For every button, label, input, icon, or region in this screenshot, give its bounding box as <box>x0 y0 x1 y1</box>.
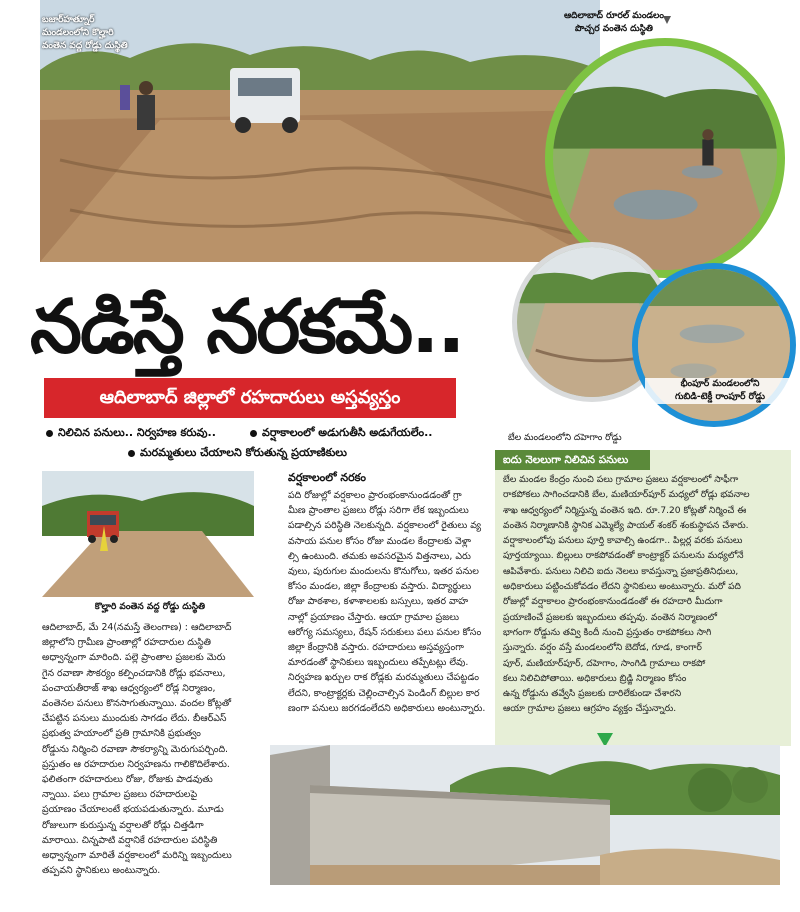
text-line: ఫలితంగా రహదారులు రోజు, రోజుకు పాడవుతు <box>42 774 213 786</box>
text-line: చేపట్టిన పనులు ముందుకు సాగడం లేదు. బీఆర్‌ఎస్ <box>42 713 227 725</box>
text-line: రోజులుగా కురుస్తున్న వర్షాలతో రోడ్లు చిత్తడిగా <box>42 819 204 831</box>
text-line: గైన రవాణా సౌకర్యం కల్పించడానికి రోడ్లు భవనాలు, <box>42 667 226 679</box>
text-line: ప్రయాణించే ప్రజలకు ఇబ్బందులు తప్పవు. వంతెన నిర్మాణంలో <box>503 612 718 623</box>
text-line: ప్రయాణం చేయాలంటే భయపడుతున్నారు. మూడు <box>42 804 224 816</box>
text-line: పది రోజుల్లో వర్షకాలం ప్రారంభంకానుండడంతో గ్రా <box>288 490 462 501</box>
text-line: వంతెనల పనులు కొనసాగుతున్నాయి. వందల కోట్లతో <box>42 698 231 710</box>
text-line: ఆరోగ్య సమస్యలు, రేషన్ సరుకులు పలు పనుల కోసం <box>288 626 482 638</box>
bullet-text: నిలిచిన పనులు.. నిర్వహణ కరువు.. <box>58 426 216 439</box>
location-arrow-icon <box>663 16 671 24</box>
text-line: మారాయి. చిన్నపాటి వర్షానికే రహదారుల పరిస్థితి <box>42 834 218 846</box>
small-bridge-photo <box>42 471 254 597</box>
text-line: వులు, పురుగుల మందులను కొనుగోలు, ఇతర పనుల <box>288 566 479 578</box>
text-line: రోడ్డును నిర్మించి రవాణా సౌకర్యాన్ని మెరుగుపర్చింది. <box>42 743 229 755</box>
text-line: ఉన్న రోడ్డును తవ్వేసి ప్రజలకు దారిలేకుండా చేశారని <box>503 689 682 700</box>
text-line: పడాల్సిన పరిస్థితి నెలకున్నది. వర్షకాలంలో రైతులు వ్య <box>288 520 482 532</box>
caption-small-left: కొల్హారి వంతెన వద్ద రోడ్డు దుస్థితి <box>94 602 206 612</box>
text-line: ప్రస్తుతం ఆ రహదారుల నిర్వహణను గాలికొదిలేశారు. <box>42 758 230 770</box>
text-line: నిర్వహణ ఖర్చుల రాక రోడ్లకు మరమ్మతులు చేపట్టడం <box>288 672 480 684</box>
text-line: శాఖ ఆధ్వర్యంలో నిర్మిస్తున్న వంతెన ఇది. రూ.7.20 కోట్లతో నిర్మించే ఈ <box>503 505 747 516</box>
bullet-item <box>46 426 216 442</box>
caption-line: వంతెన వద్ద రోడ్డు దుస్థితి <box>42 41 128 51</box>
bullet-icon <box>250 430 257 437</box>
text-line: లేదని, కాంట్రాక్టర్లకు చెల్లించాల్సిన పెండింగ్ బిల్లుల కార <box>288 687 480 699</box>
text-line: జిల్లా కేంద్రానికి వస్తారు. రహదారులు అస్తవ్యస్తంగా <box>288 642 464 654</box>
text-line: పూర్, మణియార్‌పూర్, దహెగాం, సాంగిడి గ్రామాలు రాకపో <box>503 658 706 669</box>
text-line: వంతెన నిర్మాణానికి స్థానిక ఎమ్మెల్యే పాయల్ శంకర్ శంకుస్థాపన చేశారు. <box>503 520 749 531</box>
sidebar-box <box>495 450 791 746</box>
text-line: అధ్వాన్నంగా మారితే వర్షకాలంలో మరిన్ని ఇబ్బందులు <box>42 850 232 862</box>
text-line: మీణ ప్రాంతాల ప్రజలు రోడ్లు సరిగా లేక ఇబ్బందులు <box>288 505 469 517</box>
text-line: నాల్లో ప్రయాణం చేస్తారు. ఆయా గ్రామాల ప్రజలు <box>288 611 459 623</box>
caption-line: మండలంలోని కొల్హారి <box>42 28 114 38</box>
bullet-item <box>128 446 347 462</box>
column2-heading: వర్షకాలంలో నరకం <box>288 471 366 484</box>
sidebar-title: ఐదు నెలలుగా నిలిచిన పనులు <box>495 450 650 470</box>
text-line: మారడంతో స్థానికులు ఇబ్బందులు తప్పేటట్లు లేవు. <box>288 657 469 669</box>
text-line: బేల మండల కేంద్రం నుంచి పలు గ్రామాల ప్రజలు వర్షకాలంలో సాఫీగా <box>503 475 739 485</box>
bullet-item <box>250 426 432 442</box>
text-line: న్నాయి. పలు గ్రామాల ప్రజలు రహదారులపై <box>42 789 198 801</box>
text-line: వసాయ పనుల కోసం రోజు మండల కేంద్రాలకు వెళ్లా <box>288 535 472 547</box>
bullet-icon <box>46 430 53 437</box>
bridge-construction-photo <box>270 745 780 885</box>
subheadline-banner: ఆదిలాబాద్ జిల్లాలో రహదారులు అస్తవ్యస్తం <box>44 378 456 418</box>
caption-mid-circle: బేల మండలంలోని దహెగాం రోడ్డు <box>508 433 622 443</box>
text-line: కోసం మండల, జిల్లా కేంద్రాలకు వస్తారు. విద్యార్థులు <box>288 581 472 593</box>
text-line: పంచాయతీరాజ్ శాఖ ఆధ్వర్యంలో రోడ్ల నిర్మాణం, <box>42 682 216 694</box>
text-line: రాకపోకలు సాగించడానికి బేల, మణియార్‌పూర్ మధ్యలో రోడ్లు భవనాల <box>503 490 750 501</box>
text-line: అధికారులు పట్టించుకోవడం లేదని స్థానికులు అంటున్నారు. మరో పది <box>503 582 741 593</box>
bullet-text: వర్షాకాలంలో అడుగుతీసి అడుగేయలేం.. <box>262 426 433 439</box>
caption-line: గుబిడి-టెక్డీ రాంపూర్ రోడ్డు <box>674 392 766 402</box>
sidebar-text <box>503 473 785 718</box>
text-line: ఆయా గ్రామాల ప్రజలు ఆగ్రహం వ్యక్తం చేస్తున్నారు. <box>503 704 677 715</box>
text-line: ణంగా పనులు జరగడంలేదని అధికారులు అంటున్నారు. <box>288 702 486 714</box>
text-line: తప్పవని స్థానికులు అంటున్నారు. <box>42 865 161 877</box>
caption-line: భీంపూర్ మండలంలోని <box>680 379 760 389</box>
text-line: రోజు పాఠశాల, కళాశాలలకు బస్సులు, ఇతర వాహ <box>288 596 469 608</box>
text-line: ఆపివేశారు. పనులు నిలిచి ఐదు నెలలు కావస్తున్నా ప్రజాప్రతినిధులు, <box>503 566 739 577</box>
text-line: స్తున్నారు. వర్షం వస్తే మండలంలోని బెదోడ, గూడ, కాంగార్ <box>503 643 702 654</box>
text-line: పూర్తయ్యాయి. బిల్లులు రాకపోవడంతో కాంట్రాక్టర్ పనులను మధ్యలోనే <box>503 551 744 562</box>
text-line: ల్సి ఉంటుంది. తమకు అవసరమైన విత్తనాలు, ఎరు <box>288 550 471 562</box>
text-line: కలు నిలిచిపోతాయి. అధికారులు బ్రిడ్జి నిర్మాణం కోసం <box>503 673 687 684</box>
caption-top-left <box>42 14 182 53</box>
text-line: అధ్వాన్నంగా మారింది. పల్లె ప్రాంతాల ప్రజలకు మెరు <box>42 652 226 664</box>
page-headline: నడిస్తే నరకమే.. <box>30 284 464 370</box>
text-line: వర్షాకాలంలోపు పనులు పూర్తి కావాల్సి ఉండగా.. పిల్లర్ల వరకు పనులు <box>503 536 743 547</box>
caption-blue-circle <box>645 378 795 404</box>
bullet-icon <box>128 450 135 457</box>
text-line: రోజుల్లో వర్షాకాలం ప్రారంభంకానుండడంతో ఈ రహదారి మీదుగా <box>503 597 723 608</box>
text-line: ప్రభుత్వ హయాంలో ప్రతి గ్రామానికి ప్రభుత్వం <box>42 728 201 740</box>
text-line: ఆదిలాబాద్, మే 24(నమస్తే తెలంగాణ) : ఆదిలాబాద్ <box>42 622 232 633</box>
caption-line: పొచ్చర వంతెన దుస్థితి <box>575 24 653 34</box>
caption-line: బజార్‌హత్నూర్ <box>42 15 95 25</box>
text-line: భాగంగా రోడ్డును తవ్వి కిందీ నుంచి ప్రస్తుతం రాకపోకలు సాగి <box>503 627 712 638</box>
caption-top-right <box>519 10 709 36</box>
column2-text <box>288 488 490 716</box>
caption-line: ఆదిలాబాద్ రూరల్ మండలం <box>564 11 664 21</box>
text-line: జిల్లాలోని గ్రామీణ ప్రాంతాల్లో రహదారుల దుస్థితి <box>42 637 212 649</box>
column1-text <box>42 620 268 878</box>
bullet-text: మరమ్మతులు చేయాలని కోరుతున్న ప్రయాణికులు <box>140 446 347 459</box>
